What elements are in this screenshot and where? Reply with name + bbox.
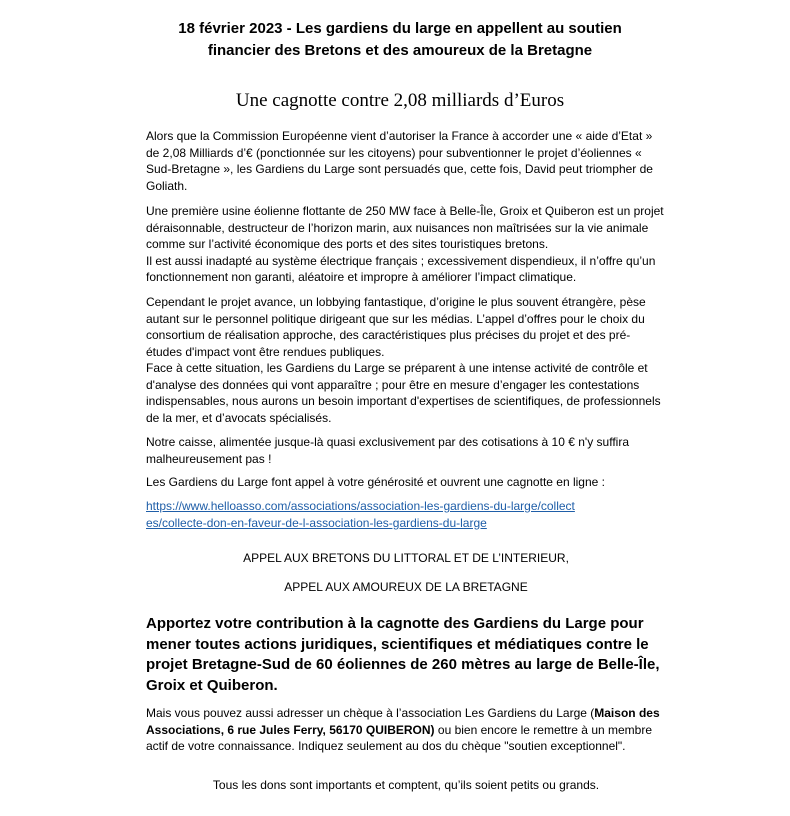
cheque-intro: Mais vous pouvez aussi adresser un chèque à l’association Les Gardiens du Large ( (146, 706, 595, 720)
document-subtitle: Une cagnotte contre 2,08 milliards d’Euros (235, 90, 565, 111)
paragraph-project (146, 203, 666, 286)
paragraph-text: Cependant le projet avance, un lobbying fantastique, d’origine le plus souvent étrangère, pèse autant sur le personnel politique dirigeant que sur les médias. L’appel d’offres pour le choix du consortium de réalisation approche, des caractéristiques plus précises du projet et des pré-études d'impact vont être rendues publiques. (146, 295, 646, 359)
appeal-line-2: APPEL AUX AMOUREUX DE LA BRETAGNE (284, 580, 528, 594)
document-title (100, 18, 700, 62)
paragraph-cheque (146, 705, 666, 755)
paragraph-text (146, 705, 666, 755)
paragraph-text: Les Gardiens du Large font appel à votre générosité et ouvrent une cagnotte en ligne : (146, 475, 605, 489)
paragraph-text: Notre caisse, alimentée jusque-là quasi exclusivement par des cotisations à 10 € n'y suffira malheureusement pas ! (146, 435, 629, 466)
paragraph-intro (146, 128, 666, 194)
title-line-2: financier des Bretons et des amoureux de la Bretagne (207, 42, 593, 59)
paragraph-text: Une première usine éolienne flottante de 250 MW face à Belle-Île, Groix et Quiberon est un projet déraisonnable, destructeur de l’horizon marin, aux nuisances non maîtrisées sur la vie animale comme sur l’activité économique des ports et des sites touristiques bretons. (146, 204, 664, 251)
paragraph-text: Il est aussi inadapté au système électrique français ; excessivement dispendieux, il n’offre qu’un fonctionnement non garanti, aléatoire et impropre à améliorer l’impact climatique. (146, 253, 656, 284)
appeal-line-1: APPEL AUX BRETONS DU LITTORAL ET DE L’INTERIEUR, (243, 551, 569, 565)
closing-line: Tous les dons sont importants et comptent, qu’ils soient petits ou grands. (212, 778, 600, 792)
donation-link[interactable]: https://www.helloasso.com/associations/association-les-gardiens-du-large/collectes/collecte-don-en-faveur-de-l-association-les-gardiens-du-large (146, 499, 575, 530)
donation-link-wrapper (146, 498, 576, 531)
paragraph-funds (146, 434, 666, 467)
paragraph-text: Face à cette situation, les Gardiens du Large se préparent à une intense activité de contrôle et d'analyse des données qui vont apparaître ; pour être en mesure d’engager les contestations indispensables, nous aurons un besoin important d'expertises de scientifiques, de professionnels de la mer, et d’avocats spécialisés. (146, 361, 661, 425)
cheque-instructions: ou bien encore le remettre à un membre actif de votre connaissance. Indiquez seulement au dos du chèque "soutien exceptionnel". (146, 722, 653, 753)
cheque-address: Maison des Associations, 6 rue Jules Ferry, 56170 QUIBERON) (146, 706, 660, 737)
callout-text: Apportez votre contribution à la cagnotte des Gardiens du Large pour mener toutes actions juridiques, scientifiques et médiatiques contre le projet Bretagne-Sud de 60 éoliennes de 260 mètres au large de Belle-Île, Groix et Quiberon. (146, 615, 660, 694)
paragraph-lobbying (146, 294, 666, 426)
paragraph-text: Alors que la Commission Européenne vient d’autoriser la France à accorder une « aide d’Etat » de 2,08 Milliards d’€ (ponctionnée sur les citoyens) pour subventionner le projet d’éoliennes « Sud-Bretagne », les Gardiens du Large sont persuadés que, cette fois, David peut triompher de Goliath. (146, 129, 653, 193)
paragraph-appeal (146, 474, 666, 491)
title-line-1: 18 février 2023 - Les gardiens du large en appellent au soutien (178, 20, 622, 37)
